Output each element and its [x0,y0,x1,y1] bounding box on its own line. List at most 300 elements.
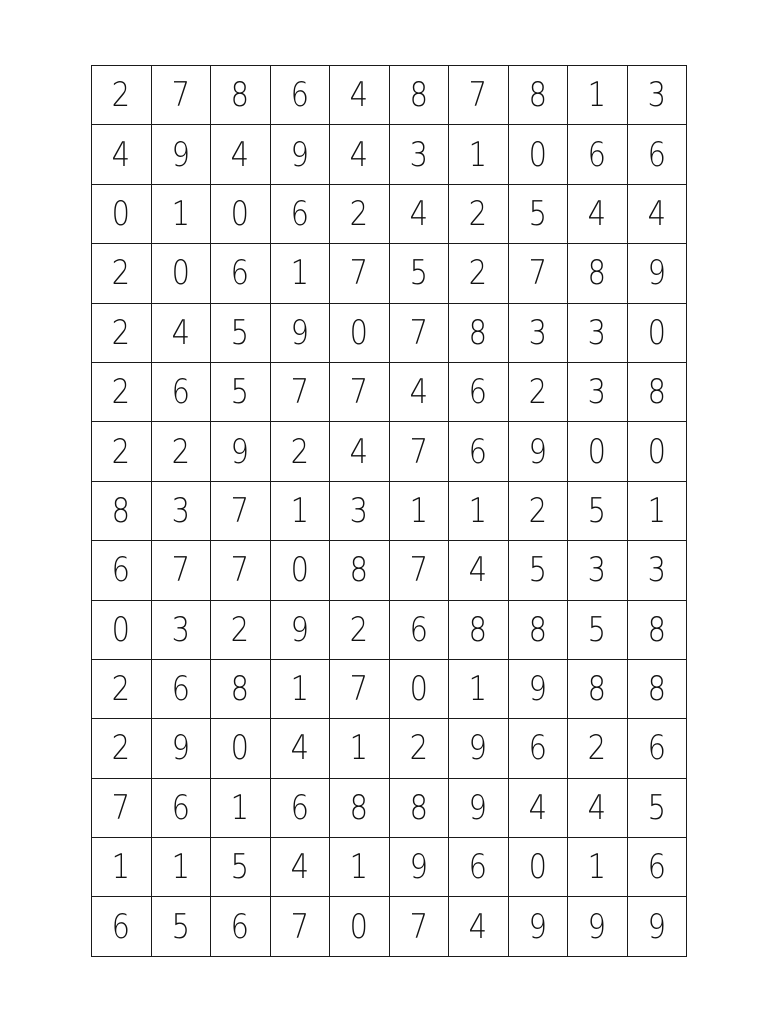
handwritten-digit: 8 [647,669,666,710]
handwritten-digit: 3 [350,490,369,531]
grid-cell [389,125,449,184]
grid-cell [449,422,509,481]
grid-cell [92,719,152,778]
grid-cell [627,66,687,125]
grid-row [92,719,687,778]
handwritten-digit: 6 [290,193,309,234]
grid-cell [389,362,449,421]
grid-cell [568,838,628,897]
grid-cell [92,362,152,421]
handwritten-digit: 4 [588,787,607,828]
grid-cell [508,244,568,303]
grid-row [92,778,687,837]
grid-cell [270,362,330,421]
grid-cell [330,481,390,540]
grid-cell [270,66,330,125]
grid-cell [151,422,211,481]
grid-row [92,422,687,481]
handwritten-digit: 0 [647,312,666,353]
grid-cell [151,125,211,184]
grid-cell [449,778,509,837]
grid-cell [389,778,449,837]
grid-cell [270,244,330,303]
grid-cell [568,244,628,303]
grid-cell [330,244,390,303]
handwritten-digit: 8 [528,75,547,116]
handwritten-digit: 8 [112,490,131,531]
grid-cell [508,303,568,362]
grid-cell [449,125,509,184]
handwritten-digit: 8 [469,609,488,650]
grid-cell [92,244,152,303]
handwritten-digit: 8 [350,787,369,828]
grid-cell [389,422,449,481]
grid-row [92,66,687,125]
handwritten-digit: 0 [231,193,250,234]
handwritten-digit: 3 [409,134,428,175]
handwritten-digit: 6 [171,372,190,413]
handwritten-digit: 9 [290,609,309,650]
grid-cell [568,362,628,421]
grid-cell [330,659,390,718]
handwritten-digit: 0 [528,847,547,888]
handwritten-digit: 9 [528,669,547,710]
handwritten-digit: 2 [350,193,369,234]
handwritten-digit: 7 [350,372,369,413]
grid-cell [151,362,211,421]
handwritten-digit: 4 [350,134,369,175]
handwritten-digit: 7 [409,550,428,591]
handwritten-digit: 6 [231,253,250,294]
grid-cell [211,659,271,718]
grid-cell [151,600,211,659]
handwritten-digit: 4 [231,134,250,175]
grid-row [92,125,687,184]
grid-cell [330,66,390,125]
grid-cell [92,422,152,481]
grid-cell [627,125,687,184]
handwritten-digit: 4 [290,728,309,769]
grid-cell [627,244,687,303]
grid-cell [389,481,449,540]
grid-cell [211,362,271,421]
grid-cell [270,600,330,659]
handwritten-digit: 1 [647,490,666,531]
handwritten-digit: 5 [409,253,428,294]
handwritten-digit: 8 [588,253,607,294]
handwritten-digit: 0 [112,193,131,234]
grid-cell [508,838,568,897]
grid-cell [568,541,628,600]
handwritten-digit: 4 [171,312,190,353]
handwritten-digit: 5 [231,312,250,353]
grid-cell [211,184,271,243]
handwritten-digit: 5 [528,550,547,591]
grid-row [92,362,687,421]
handwritten-digit: 6 [469,431,488,472]
grid-cell [389,897,449,956]
grid-cell [151,541,211,600]
grid-cell [330,897,390,956]
handwritten-digit: 9 [528,431,547,472]
handwritten-digit: 4 [528,787,547,828]
handwritten-digit: 1 [588,847,607,888]
grid-cell [508,362,568,421]
handwritten-digit: 2 [231,609,250,650]
handwritten-digit: 1 [112,847,131,888]
grid-cell [270,125,330,184]
handwritten-digit: 1 [409,490,428,531]
handwritten-digit: 7 [290,906,309,947]
grid-row [92,303,687,362]
handwritten-digit: 1 [350,728,369,769]
handwritten-digit: 6 [528,728,547,769]
handwritten-digit: 0 [409,669,428,710]
grid-cell [92,184,152,243]
handwritten-digit: 6 [469,372,488,413]
grid-cell [568,66,628,125]
handwritten-digit: 8 [231,669,250,710]
handwritten-digit: 9 [469,787,488,828]
grid-cell [92,600,152,659]
handwritten-digit: 5 [231,372,250,413]
handwritten-digit: 3 [528,312,547,353]
handwritten-digit: 6 [290,787,309,828]
grid-cell [389,719,449,778]
handwritten-digit: 2 [112,372,131,413]
grid-cell [627,362,687,421]
handwritten-digit: 9 [290,134,309,175]
grid-cell [508,125,568,184]
grid-cell [389,66,449,125]
handwritten-digit: 4 [350,431,369,472]
grid-cell [330,541,390,600]
handwritten-digit: 0 [528,134,547,175]
handwritten-digit: 3 [647,75,666,116]
handwritten-digit: 1 [469,669,488,710]
grid-cell [449,600,509,659]
handwritten-digit: 7 [409,312,428,353]
grid-row [92,184,687,243]
grid-cell [568,659,628,718]
grid-cell [568,897,628,956]
handwritten-digit: 7 [350,253,369,294]
handwritten-digit: 2 [112,431,131,472]
grid-cell [389,184,449,243]
handwritten-digit: 8 [528,609,547,650]
handwritten-digit: 2 [112,75,131,116]
grid-cell [389,244,449,303]
grid-cell [627,422,687,481]
grid-cell [627,600,687,659]
grid-cell [330,303,390,362]
handwritten-digit: 2 [112,669,131,710]
grid-cell [211,422,271,481]
handwritten-digit: 3 [588,312,607,353]
handwritten-digit: 6 [112,550,131,591]
handwritten-digit: 7 [231,550,250,591]
handwritten-digit: 6 [647,847,666,888]
handwritten-digit: 4 [290,847,309,888]
grid-cell [330,778,390,837]
handwritten-digit: 6 [112,906,131,947]
handwritten-digit: 1 [469,490,488,531]
handwritten-digit: 7 [231,490,250,531]
grid-cell [627,184,687,243]
handwritten-digit: 1 [290,253,309,294]
grid-cell [449,897,509,956]
handwritten-digit: 1 [171,193,190,234]
handwritten-digit: 8 [647,372,666,413]
grid-cell [211,303,271,362]
handwritten-digit: 1 [231,787,250,828]
grid-cell [627,659,687,718]
grid-cell [568,184,628,243]
digit-grid [91,65,687,957]
handwritten-digit: 3 [588,372,607,413]
grid-cell [330,600,390,659]
grid-cell [449,244,509,303]
grid-cell [389,838,449,897]
grid-cell [211,897,271,956]
grid-cell [330,362,390,421]
handwritten-digit: 9 [171,728,190,769]
grid-cell [508,778,568,837]
grid-cell [92,897,152,956]
grid-cell [389,600,449,659]
grid-cell [92,125,152,184]
grid-row [92,600,687,659]
grid-cell [270,778,330,837]
grid-cell [508,897,568,956]
handwritten-digit: 0 [350,906,369,947]
grid-cell [568,600,628,659]
handwritten-digit: 7 [409,906,428,947]
handwritten-digit: 5 [528,193,547,234]
grid-cell [568,778,628,837]
grid-cell [449,66,509,125]
grid-cell [92,541,152,600]
handwritten-digit: 2 [290,431,309,472]
handwritten-digit: 9 [409,847,428,888]
handwritten-digit: 9 [647,253,666,294]
handwritten-digit: 2 [350,609,369,650]
grid-cell [151,184,211,243]
grid-cell [627,897,687,956]
grid-cell [627,838,687,897]
handwritten-digit: 0 [350,312,369,353]
handwritten-digit: 2 [112,312,131,353]
grid-cell [270,541,330,600]
grid-cell [508,600,568,659]
grid-cell [92,481,152,540]
grid-cell [211,778,271,837]
handwritten-digit: 7 [528,253,547,294]
handwritten-digit: 2 [112,728,131,769]
handwritten-digit: 8 [350,550,369,591]
grid-cell [449,184,509,243]
grid-cell [449,659,509,718]
grid-cell [151,719,211,778]
grid-cell [627,719,687,778]
grid-cell [151,778,211,837]
handwritten-digit: 6 [231,906,250,947]
grid-cell [568,481,628,540]
grid-cell [508,481,568,540]
grid-row [92,838,687,897]
grid-cell [211,719,271,778]
grid-cell [270,184,330,243]
grid-cell [92,303,152,362]
handwritten-digit: 5 [171,906,190,947]
grid-cell [627,303,687,362]
handwritten-digit: 6 [290,75,309,116]
grid-cell [508,422,568,481]
grid-cell [627,481,687,540]
handwritten-digit: 0 [647,431,666,472]
grid-cell [151,838,211,897]
handwritten-digit: 4 [409,372,428,413]
handwritten-digit: 9 [588,906,607,947]
grid-cell [211,125,271,184]
handwritten-digit: 4 [350,75,369,116]
grid-cell [449,303,509,362]
handwritten-digit: 1 [469,134,488,175]
grid-cell [92,659,152,718]
handwritten-digit: 2 [409,728,428,769]
handwritten-digit: 3 [171,490,190,531]
handwritten-digit: 6 [647,728,666,769]
grid-cell [508,184,568,243]
handwritten-digit: 6 [409,609,428,650]
grid-cell [389,659,449,718]
grid-cell [211,244,271,303]
handwritten-digit: 0 [112,609,131,650]
grid-cell [389,303,449,362]
grid-cell [330,184,390,243]
handwritten-digit: 8 [409,787,428,828]
grid-cell [92,778,152,837]
grid-cell [270,303,330,362]
handwritten-digit: 7 [290,372,309,413]
handwritten-digit: 6 [469,847,488,888]
handwritten-digit: 9 [290,312,309,353]
handwritten-digit: 1 [171,847,190,888]
handwritten-digit: 4 [469,550,488,591]
handwritten-digit: 1 [350,847,369,888]
handwritten-digit: 7 [469,75,488,116]
handwritten-digit: 3 [171,609,190,650]
grid-row [92,541,687,600]
handwritten-digit: 0 [290,550,309,591]
grid-cell [449,362,509,421]
grid-row [92,481,687,540]
handwritten-digit: 2 [588,728,607,769]
grid-cell [151,303,211,362]
handwritten-digit: 4 [588,193,607,234]
handwritten-digit: 8 [647,609,666,650]
grid-cell [330,125,390,184]
handwritten-digit: 4 [469,906,488,947]
handwritten-digit: 1 [290,490,309,531]
handwritten-digit: 3 [647,550,666,591]
handwritten-digit: 9 [171,134,190,175]
grid-cell [568,719,628,778]
handwritten-digit: 7 [171,550,190,591]
handwritten-digit: 9 [528,906,547,947]
grid-cell [449,541,509,600]
grid-row [92,897,687,956]
handwritten-digit: 2 [112,253,131,294]
handwritten-digit: 0 [231,728,250,769]
handwritten-digit: 9 [231,431,250,472]
grid-row [92,659,687,718]
grid-cell [211,66,271,125]
handwritten-digit: 2 [469,253,488,294]
grid-row [92,244,687,303]
handwritten-digit: 4 [647,193,666,234]
grid-cell [92,66,152,125]
grid-cell [270,838,330,897]
handwritten-digit: 8 [409,75,428,116]
handwritten-digit: 2 [528,372,547,413]
handwritten-digit: 3 [588,550,607,591]
handwritten-digit: 2 [171,431,190,472]
handwritten-digit: 6 [647,134,666,175]
handwritten-digit: 0 [171,253,190,294]
handwritten-digit: 4 [112,134,131,175]
grid-cell [627,541,687,600]
grid-cell [211,541,271,600]
handwritten-digit: 5 [647,787,666,828]
grid-cell [627,778,687,837]
grid-cell [151,897,211,956]
grid-cell [508,659,568,718]
handwritten-digit: 7 [350,669,369,710]
handwritten-digit: 0 [588,431,607,472]
handwritten-digit: 7 [112,787,131,828]
grid-cell [330,422,390,481]
grid-cell [151,481,211,540]
grid-cell [568,303,628,362]
handwritten-digit: 5 [588,609,607,650]
handwritten-digit: 5 [588,490,607,531]
grid-cell [92,838,152,897]
grid-cell [449,481,509,540]
grid-cell [449,838,509,897]
grid-cell [389,541,449,600]
handwritten-digit: 6 [588,134,607,175]
grid-cell [270,481,330,540]
handwritten-digit: 9 [647,906,666,947]
handwritten-digit: 5 [231,847,250,888]
handwritten-digit: 1 [588,75,607,116]
grid-cell [151,659,211,718]
grid-cell [568,125,628,184]
grid-cell [568,422,628,481]
handwritten-digit: 2 [528,490,547,531]
handwritten-digit: 8 [588,669,607,710]
handwritten-digit: 1 [290,669,309,710]
grid-cell [508,66,568,125]
grid-cell [211,600,271,659]
grid-cell [151,244,211,303]
grid-cell [151,66,211,125]
handwritten-digit: 4 [409,193,428,234]
grid-cell [270,422,330,481]
digit-grid-body [92,66,687,957]
grid-cell [270,719,330,778]
